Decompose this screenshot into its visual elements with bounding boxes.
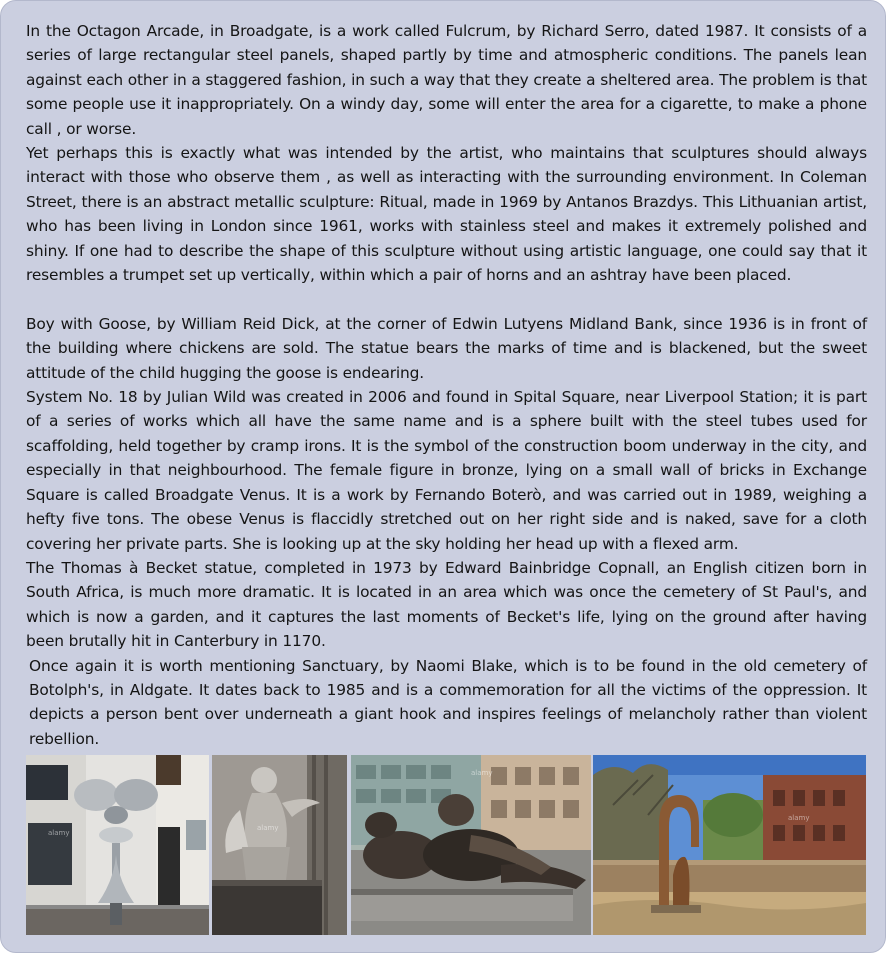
paragraph-ritual: Yet perhaps this is exactly what was intended by the artist, who maintains that sculptures should always interact with those who observe them , as well as interacting with the surrounding environment. In Coleman Street, there is an abstract metallic sculpture: Ritual, made in 1969 by Antanos Brazdys. This Lithuanian artist, who has been living in London since 1961, works with stainless steel and makes it extremely polished and shiny. If one had to describe the shape of this sculpture without using artistic language, one could say that it resembles a trumpet set up vertically, within which a pair of horns and an ashtray have been placed. xyxy=(26,144,867,285)
watermark: alamy xyxy=(471,769,493,777)
broadgate-venus-photo xyxy=(351,755,591,935)
ritual-sculpture-photo xyxy=(26,755,209,935)
paragraph-system-18-venus: System No. 18 by Julian Wild was created in 2006 and found in Spital Square, near Liverpool Station; it is part of a series of works which all have the same name and is a sphere built with the steel tubes used for scaffolding, held together by cramp irons. It is the symbol of the construction boom underway in the city, and especially in that neighbourhood. The female figure in bronze, lying on a small wall of bricks in Exchange Square is called Broadgate Venus. It is a work by Fernando Boterò, and was carried out in 1989, weighing a hefty five tons. The obese Venus is flaccidly stretched out on her right side and is naked, save for a cloth covering her private parts. She is looking up at the sky holding her head up with a flexed arm. xyxy=(26,388,867,553)
paragraph-fulcrum: In the Octagon Arcade, in Broadgate, is a work called Fulcrum, by Richard Serro, dated 1987. It consists of a series of large rectangular steel panels, shaped partly by time and atmospheric conditions. The panels lean against each other in a staggered fashion, in such a way that they create a sheltered area. The problem is that some people use it inappropriately. On a windy day, some will enter the area for a cigarette, to make a phone call , or worse. xyxy=(26,22,867,138)
watermark: alamy xyxy=(48,829,70,837)
article-text xyxy=(26,19,867,751)
photo-strip xyxy=(26,755,866,935)
watermark: alamy xyxy=(257,824,279,832)
paragraph-becket: The Thomas à Becket statue, completed in 1973 by Edward Bainbridge Copnall, an English citizen born in South Africa, is much more dramatic. It is located in an area which was once the cemetery of St Paul's, and which is now a garden, and it captures the last moments of Becket's life, lying on the ground after having been brutally hit in Canterbury in 1170. xyxy=(26,558,867,651)
paragraph-sanctuary: Once again it is worth mentioning Sanctuary, by Naomi Blake, which is to be found in the old cemetery of Botolph's, in Aldgate. It dates back to 1985 and is a commemoration for all the victims of the oppression. It depicts a person bent over underneath a giant hook and inspires feelings of melancholy rather than violent rebellion. xyxy=(29,656,867,748)
sanctuary-sculpture-photo xyxy=(593,755,866,935)
watermark: alamy xyxy=(788,814,810,822)
boy-with-goose-photo xyxy=(212,755,347,935)
paragraph-boy-with-goose: Boy with Goose, by William Reid Dick, at the corner of Edwin Lutyens Midland Bank, since 1936 is in front of the building where chickens are sold. The statue bears the marks of time and is blackened, but the sweet attitude of the child hugging the goose is endearing. xyxy=(26,314,867,382)
